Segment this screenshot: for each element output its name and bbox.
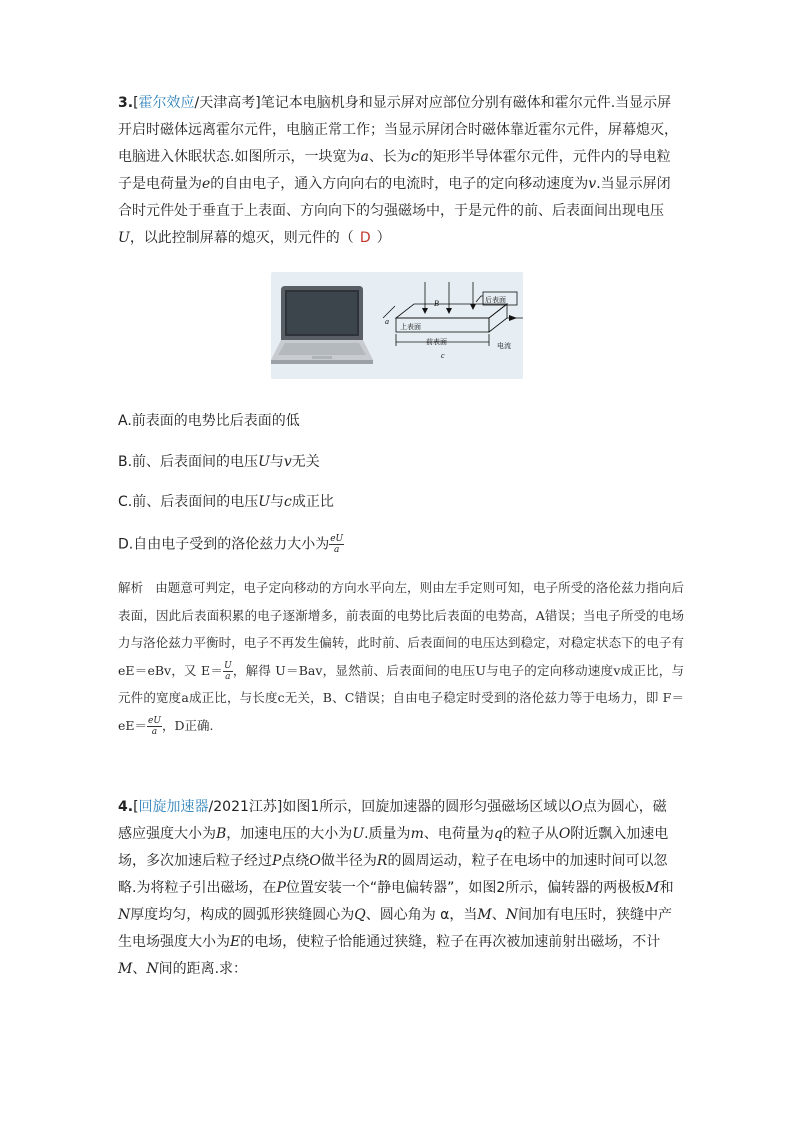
laptop-image bbox=[271, 286, 373, 364]
figure-laptop-hall-element bbox=[271, 272, 523, 379]
solution-label: 解析 bbox=[118, 580, 144, 595]
fraction-u-over-a: $\frac{U}{a}$ bbox=[224, 660, 232, 682]
question-number: 4. bbox=[118, 799, 134, 815]
solution-block: 解析 由题意可判定，电子定向移动的方向水平向左，则由左手定则可知，电子所受的洛伦兹力指向后表面，因此后表面积累的电子逐渐增多，前表面的电势比后表面的电势高，A错误；当电子所受的电场力与洛伦兹力平衡时，电子不再发生偏转，此时前、后表面间的电压达到稳定，对稳定状态下的电子有 eE＝eBv，又 E＝ $\frac{U}{a}$ ，解得 U＝Bav，显然前、后表面间的电压U与电子的定向移动速度v成正比，与元件的宽度a成正比，与长度c无关，B、C错误；自由电子稳定时受到的洛伦兹力等于电场力，即 F＝eE＝ $\frac{eU}{a}$ ，D正确. bbox=[118, 580, 685, 737]
option-a: A.前表面的电势比后表面的低 bbox=[118, 413, 300, 429]
option-d: D.自由电子受到的洛伦兹力大小为 $\frac{eU}{a}$ bbox=[118, 534, 344, 555]
back-face-label: 后表面 bbox=[485, 296, 506, 304]
topic-tag: 霍尔效应 bbox=[138, 95, 195, 111]
top-face-label: 上表面 bbox=[400, 323, 421, 331]
source-tag: /天津高考] bbox=[194, 95, 261, 111]
hall-element-diagram bbox=[383, 282, 523, 346]
length-label-c: c bbox=[441, 351, 445, 360]
fraction-eu-over-a-solution: $\frac{eU}{a}$ bbox=[148, 715, 161, 737]
option-b: B.前、后表面间的电压U与v无关 bbox=[118, 454, 320, 470]
field-label-b: B bbox=[434, 299, 439, 308]
option-c: C.前、后表面间的电压U与c成正比 bbox=[118, 494, 334, 510]
topic-tag: 回旋加速器 bbox=[138, 799, 209, 815]
question-number: 3. bbox=[118, 95, 134, 111]
question-4: 4.[回旋加速器/2021江苏]如图1所示，回旋加速器的圆形匀强磁场区域以O点为圆心，磁感应强度大小为B，加速电压的大小为U.质量为m、电荷量为q的粒子从O附近飘入加速电场，多次加速后粒子经过P点绕O做半径为R的圆周运动，粒子在电场中的加速时间可以忽略.为将粒子引出磁场，在P位置安装一个“静电偏转器”，如图2所示，偏转器的两极板M和N厚度均匀，构成的圆弧形狭缝圆心为Q、圆心角为 α，当M、N间加有电压时，狭缝中产生电场强度大小为E的电场，使粒子恰能通过狭缝，粒子在再次被加速前射出磁场，不计M、N间的距离.求： bbox=[118, 799, 674, 977]
figure-illustration bbox=[271, 272, 523, 379]
source-tag: /2021江苏] bbox=[208, 799, 283, 815]
question-3: 3.[霍尔效应/天津高考]笔记本电脑机身和显示屏对应部位分别有磁体和霍尔元件.当显示屏开启时磁体远离霍尔元件，电脑正常工作；当显示屏闭合时磁体靠近霍尔元件，屏幕熄灭，电脑进入休眠状态.如图所示，一块宽为a、长为c的矩形半导体霍尔元件，元件内的导电粒子是电荷量为e的自由电子，通入方向向右的电流时，电子的定向移动速度为v.当显示屏闭合时元件处于垂直于上表面、方向向下的匀强磁场中，于是元件的前、后表面间出现电压U，以此控制屏幕的熄灭，则元件的（ D ） bbox=[118, 95, 678, 246]
current-label: 电流 bbox=[497, 342, 511, 350]
width-label-a: a bbox=[385, 317, 389, 326]
fraction-eu-over-a: $\frac{eU}{a}$ bbox=[330, 534, 344, 555]
front-face-label: 前表面 bbox=[426, 338, 447, 346]
answer-mark: D bbox=[359, 230, 371, 246]
